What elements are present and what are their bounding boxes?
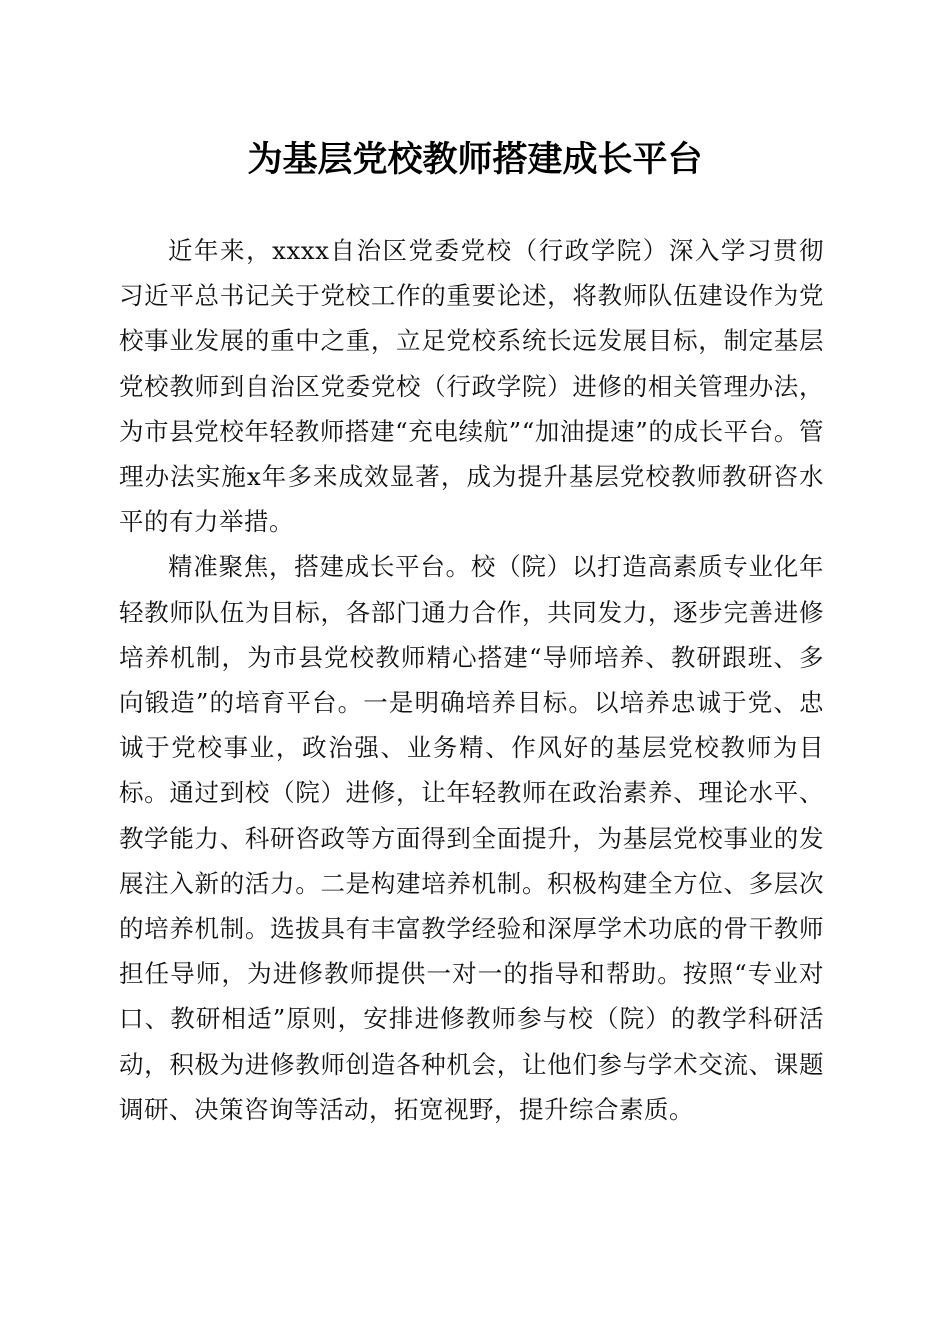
document-body <box>119 228 824 1132</box>
paragraph-intro: 近年来，xxxx自治区党委党校（行政学院）深入学习贯彻习近平总书记关于党校工作的重要论述，将教师队伍建设作为党校事业发展的重中之重，立足党校系统长远发展目标，制定基层党校教师到自治区党委党校（行政学院）进修的相关管理办法，为市县党校年轻教师搭建“充电续航”“加油提速”的成长平台。管理办法实施x年多来成效显著，成为提升基层党校教师教研咨水平的有力举措。 <box>119 236 824 537</box>
paragraph-platform: 精准聚焦，搭建成长平台。校（院）以打造高素质专业化年轻教师队伍为目标，各部门通力合作，共同发力，逐步完善进修培养机制，为市县党校教师精心搭建“导师培养、教研跟班、多向锻造”的培育平台。一是明确培养目标。以培养忠诚于党、忠诚于党校事业，政治强、业务精、作风好的基层党校教师为目标。通过到校（院）进修，让年轻教师在政治素养、理论水平、教学能力、科研咨政等方面得到全面提升，为基层党校事业的发展注入新的活力。二是构建培养机制。积极构建全方位、多层次的培养机制。选拔具有丰富教学经验和深厚学术功底的骨干教师担任导师，为进修教师提供一对一的指导和帮助。按照“专业对口、教研相适”原则，安排进修教师参与校（院）的教学科研活动，积极为进修教师创造各种机会，让他们参与学术交流、课题调研、决策咨询等活动，拓宽视野，提升综合素质。 <box>119 552 824 1124</box>
document-title: 为基层党校教师搭建成长平台 <box>247 139 703 180</box>
